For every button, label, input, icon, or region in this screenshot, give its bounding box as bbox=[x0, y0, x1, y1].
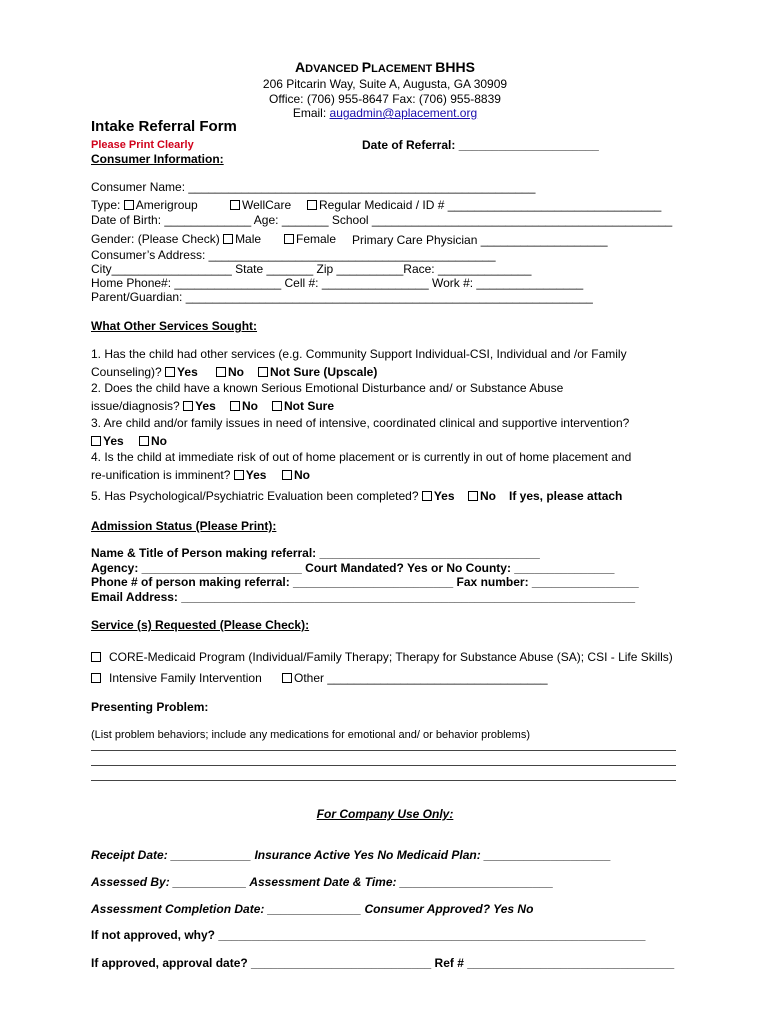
approved-date-field[interactable]: If approved, approval date? ___________________________ Ref # _______________________________ bbox=[91, 956, 675, 970]
print-clearly-note: Please Print Clearly bbox=[91, 139, 194, 151]
question-1-answers bbox=[91, 365, 198, 379]
intensive-option: Intensive Family Intervention bbox=[109, 671, 262, 685]
no-option: No bbox=[151, 434, 167, 448]
checkbox-icon[interactable] bbox=[183, 401, 193, 411]
gender-label: Gender: (Please Check) bbox=[91, 232, 224, 246]
yes-option: Yes bbox=[195, 399, 216, 413]
q3-yes-wrap bbox=[91, 434, 124, 448]
not-sure-option: Not Sure bbox=[284, 399, 335, 413]
medicaid-option-wrap bbox=[307, 198, 661, 212]
checkbox-icon[interactable] bbox=[234, 470, 244, 480]
city-state-zip-race-field[interactable]: City__________________ State _______ Zip __________Race: ______________ bbox=[91, 262, 532, 276]
admission-heading: Admission Status (Please Print): bbox=[91, 519, 277, 533]
q4-no-wrap bbox=[282, 468, 310, 482]
other-option-wrap bbox=[282, 671, 548, 685]
consumer-address-field[interactable]: Consumer’s Address: ___________________________________________ bbox=[91, 248, 496, 262]
yes-option: Yes bbox=[177, 365, 198, 379]
checkbox-icon[interactable] bbox=[139, 436, 149, 446]
email-link[interactable]: augadmin@aplacement.org bbox=[329, 106, 478, 120]
assessed-by-field[interactable]: Assessed By: ___________ Assessment Date & Time: _______________________ bbox=[91, 875, 554, 889]
receipt-date-field[interactable]: Receipt Date: ____________ Insurance Active Yes No Medicaid Plan: ___________________ bbox=[91, 848, 611, 862]
agency-field[interactable]: Agency: ________________________ Court Mandated? Yes or No County: _______________ bbox=[91, 561, 615, 575]
org-address: 206 Pitcarin Way, Suite A, Augusta, GA 30909 bbox=[262, 77, 508, 91]
question-5-answers bbox=[91, 489, 455, 503]
male-option: Male bbox=[235, 232, 262, 246]
guardian-field[interactable]: Parent/Guardian: _____________________________________________________________ bbox=[91, 290, 593, 304]
no-option: No bbox=[242, 399, 258, 413]
consumer-info-heading: Consumer Information: bbox=[91, 152, 224, 166]
checkbox-icon[interactable] bbox=[91, 436, 101, 446]
problem-line[interactable] bbox=[91, 750, 676, 751]
problem-line[interactable] bbox=[91, 765, 676, 766]
date-of-referral-field[interactable]: Date of Referral: _____________________ bbox=[362, 138, 599, 152]
q5-no-wrap bbox=[468, 489, 496, 503]
other-service-field[interactable]: Other _________________________________ bbox=[294, 671, 548, 685]
org-office: Office: (706) 955-8647 Fax: (706) 955-8839 bbox=[269, 92, 501, 106]
service-requested-heading: Service (s) Requested (Please Check): bbox=[91, 618, 310, 632]
question-2-text-cont: issue/diagnosis? bbox=[91, 399, 184, 413]
wellcare-option: WellCare bbox=[242, 198, 292, 212]
question-1-text: 1. Has the child had other services (e.g. Community Support Individual-CSI, Individual and /or Family bbox=[91, 347, 627, 361]
yes-option: Yes bbox=[245, 468, 267, 482]
amerigroup-option: Amerigroup bbox=[135, 198, 198, 212]
checkbox-icon[interactable] bbox=[230, 200, 240, 210]
intensive-option-wrap bbox=[91, 671, 262, 685]
services-sought-heading: What Other Services Sought: bbox=[91, 319, 258, 333]
checkbox-icon[interactable] bbox=[258, 367, 268, 377]
checkbox-icon[interactable] bbox=[216, 367, 226, 377]
q1-notsure-wrap bbox=[258, 365, 377, 379]
checkbox-icon[interactable] bbox=[91, 652, 101, 662]
referrer-email-field[interactable]: Email Address: ____________________________________________________________________ bbox=[91, 590, 636, 604]
checkbox-icon[interactable] bbox=[124, 200, 134, 210]
checkbox-icon[interactable] bbox=[230, 401, 240, 411]
gender-row bbox=[91, 232, 261, 246]
form-title: Intake Referral Form bbox=[91, 118, 237, 135]
regular-medicaid-field[interactable]: Regular Medicaid / ID # ________________________________ bbox=[319, 198, 662, 212]
question-4-text-cont: re-unification is imminent? bbox=[91, 468, 234, 482]
assessment-completion-field[interactable]: Assessment Completion Date: ______________ Consumer Approved? Yes No bbox=[91, 902, 534, 916]
question-1-text-cont: Counseling)? bbox=[91, 365, 166, 379]
referrer-name-field[interactable]: Name & Title of Person making referral: _________________________________ bbox=[91, 546, 540, 560]
question-2-answers bbox=[91, 399, 216, 413]
if-yes-attach-note: If yes, please attach bbox=[509, 489, 623, 503]
checkbox-icon[interactable] bbox=[422, 491, 432, 501]
question-2-text: 2. Does the child have a known Serious Emotional Disturbance and/ or Substance Abuse bbox=[91, 381, 564, 395]
presenting-problem-instructions: (List problem behaviors; include any medications for emotional and/ or behavior problems) bbox=[91, 729, 531, 741]
email-label: Email: bbox=[292, 106, 330, 120]
yes-option: Yes bbox=[433, 489, 455, 503]
female-option-wrap bbox=[284, 232, 336, 246]
question-3-text: 3. Are child and/or family issues in need of intensive, coordinated clinical and supportive intervention? bbox=[91, 416, 630, 430]
checkbox-icon[interactable] bbox=[282, 673, 292, 683]
checkbox-icon[interactable] bbox=[284, 234, 294, 244]
checkbox-icon[interactable] bbox=[307, 200, 317, 210]
q2-no-wrap bbox=[230, 399, 258, 413]
not-approved-field[interactable]: If not approved, why? ________________________________________________________________ bbox=[91, 928, 646, 942]
question-4-text: 4. Is the child at immediate risk of out of home placement or is currently in out of home placement and bbox=[91, 450, 632, 464]
org-name: ADVANCED PLACEMENT BHHS bbox=[295, 59, 475, 75]
not-sure-upscale-option: Not Sure (Upscale) bbox=[270, 365, 378, 379]
dob-age-school-field[interactable]: Date of Birth: _____________ Age: _______ School _____________________________________________ bbox=[91, 213, 673, 227]
core-option: CORE-Medicaid Program (Individual/Family Therapy; Therapy for Substance Abuse (SA); CSI - Life Skills) bbox=[109, 650, 673, 664]
phones-field[interactable]: Home Phone#: ________________ Cell #: ________________ Work #: ________________ bbox=[91, 276, 584, 290]
problem-line[interactable] bbox=[91, 780, 676, 781]
core-option-wrap bbox=[91, 650, 673, 664]
checkbox-icon[interactable] bbox=[272, 401, 282, 411]
insurance-type-row bbox=[91, 198, 198, 212]
checkbox-icon[interactable] bbox=[282, 470, 292, 480]
checkbox-icon[interactable] bbox=[223, 234, 233, 244]
no-option: No bbox=[480, 489, 496, 503]
no-option: No bbox=[228, 365, 244, 379]
q1-no-wrap bbox=[216, 365, 244, 379]
female-option: Female bbox=[296, 232, 337, 246]
presenting-problem-heading: Presenting Problem: bbox=[91, 700, 209, 714]
type-label: Type: bbox=[91, 198, 124, 212]
primary-care-field[interactable]: Primary Care Physician ___________________ bbox=[352, 233, 608, 247]
company-use-heading: For Company Use Only: bbox=[316, 807, 454, 821]
question-4-answers bbox=[91, 468, 266, 482]
checkbox-icon[interactable] bbox=[91, 673, 101, 683]
consumer-name-field[interactable]: Consumer Name: ____________________________________________________ bbox=[91, 180, 536, 194]
q2-notsure-wrap bbox=[272, 399, 334, 413]
checkbox-icon[interactable] bbox=[165, 367, 175, 377]
checkbox-icon[interactable] bbox=[468, 491, 478, 501]
wellcare-option-wrap bbox=[230, 198, 291, 212]
referrer-phone-field[interactable]: Phone # of person making referral: ________________________ Fax number: ________________ bbox=[91, 575, 639, 589]
yes-option: Yes bbox=[103, 434, 124, 448]
question-5-text: 5. Has Psychological/Psychiatric Evaluation been completed? bbox=[91, 489, 422, 503]
no-option: No bbox=[294, 468, 310, 482]
q3-no-wrap bbox=[139, 434, 167, 448]
